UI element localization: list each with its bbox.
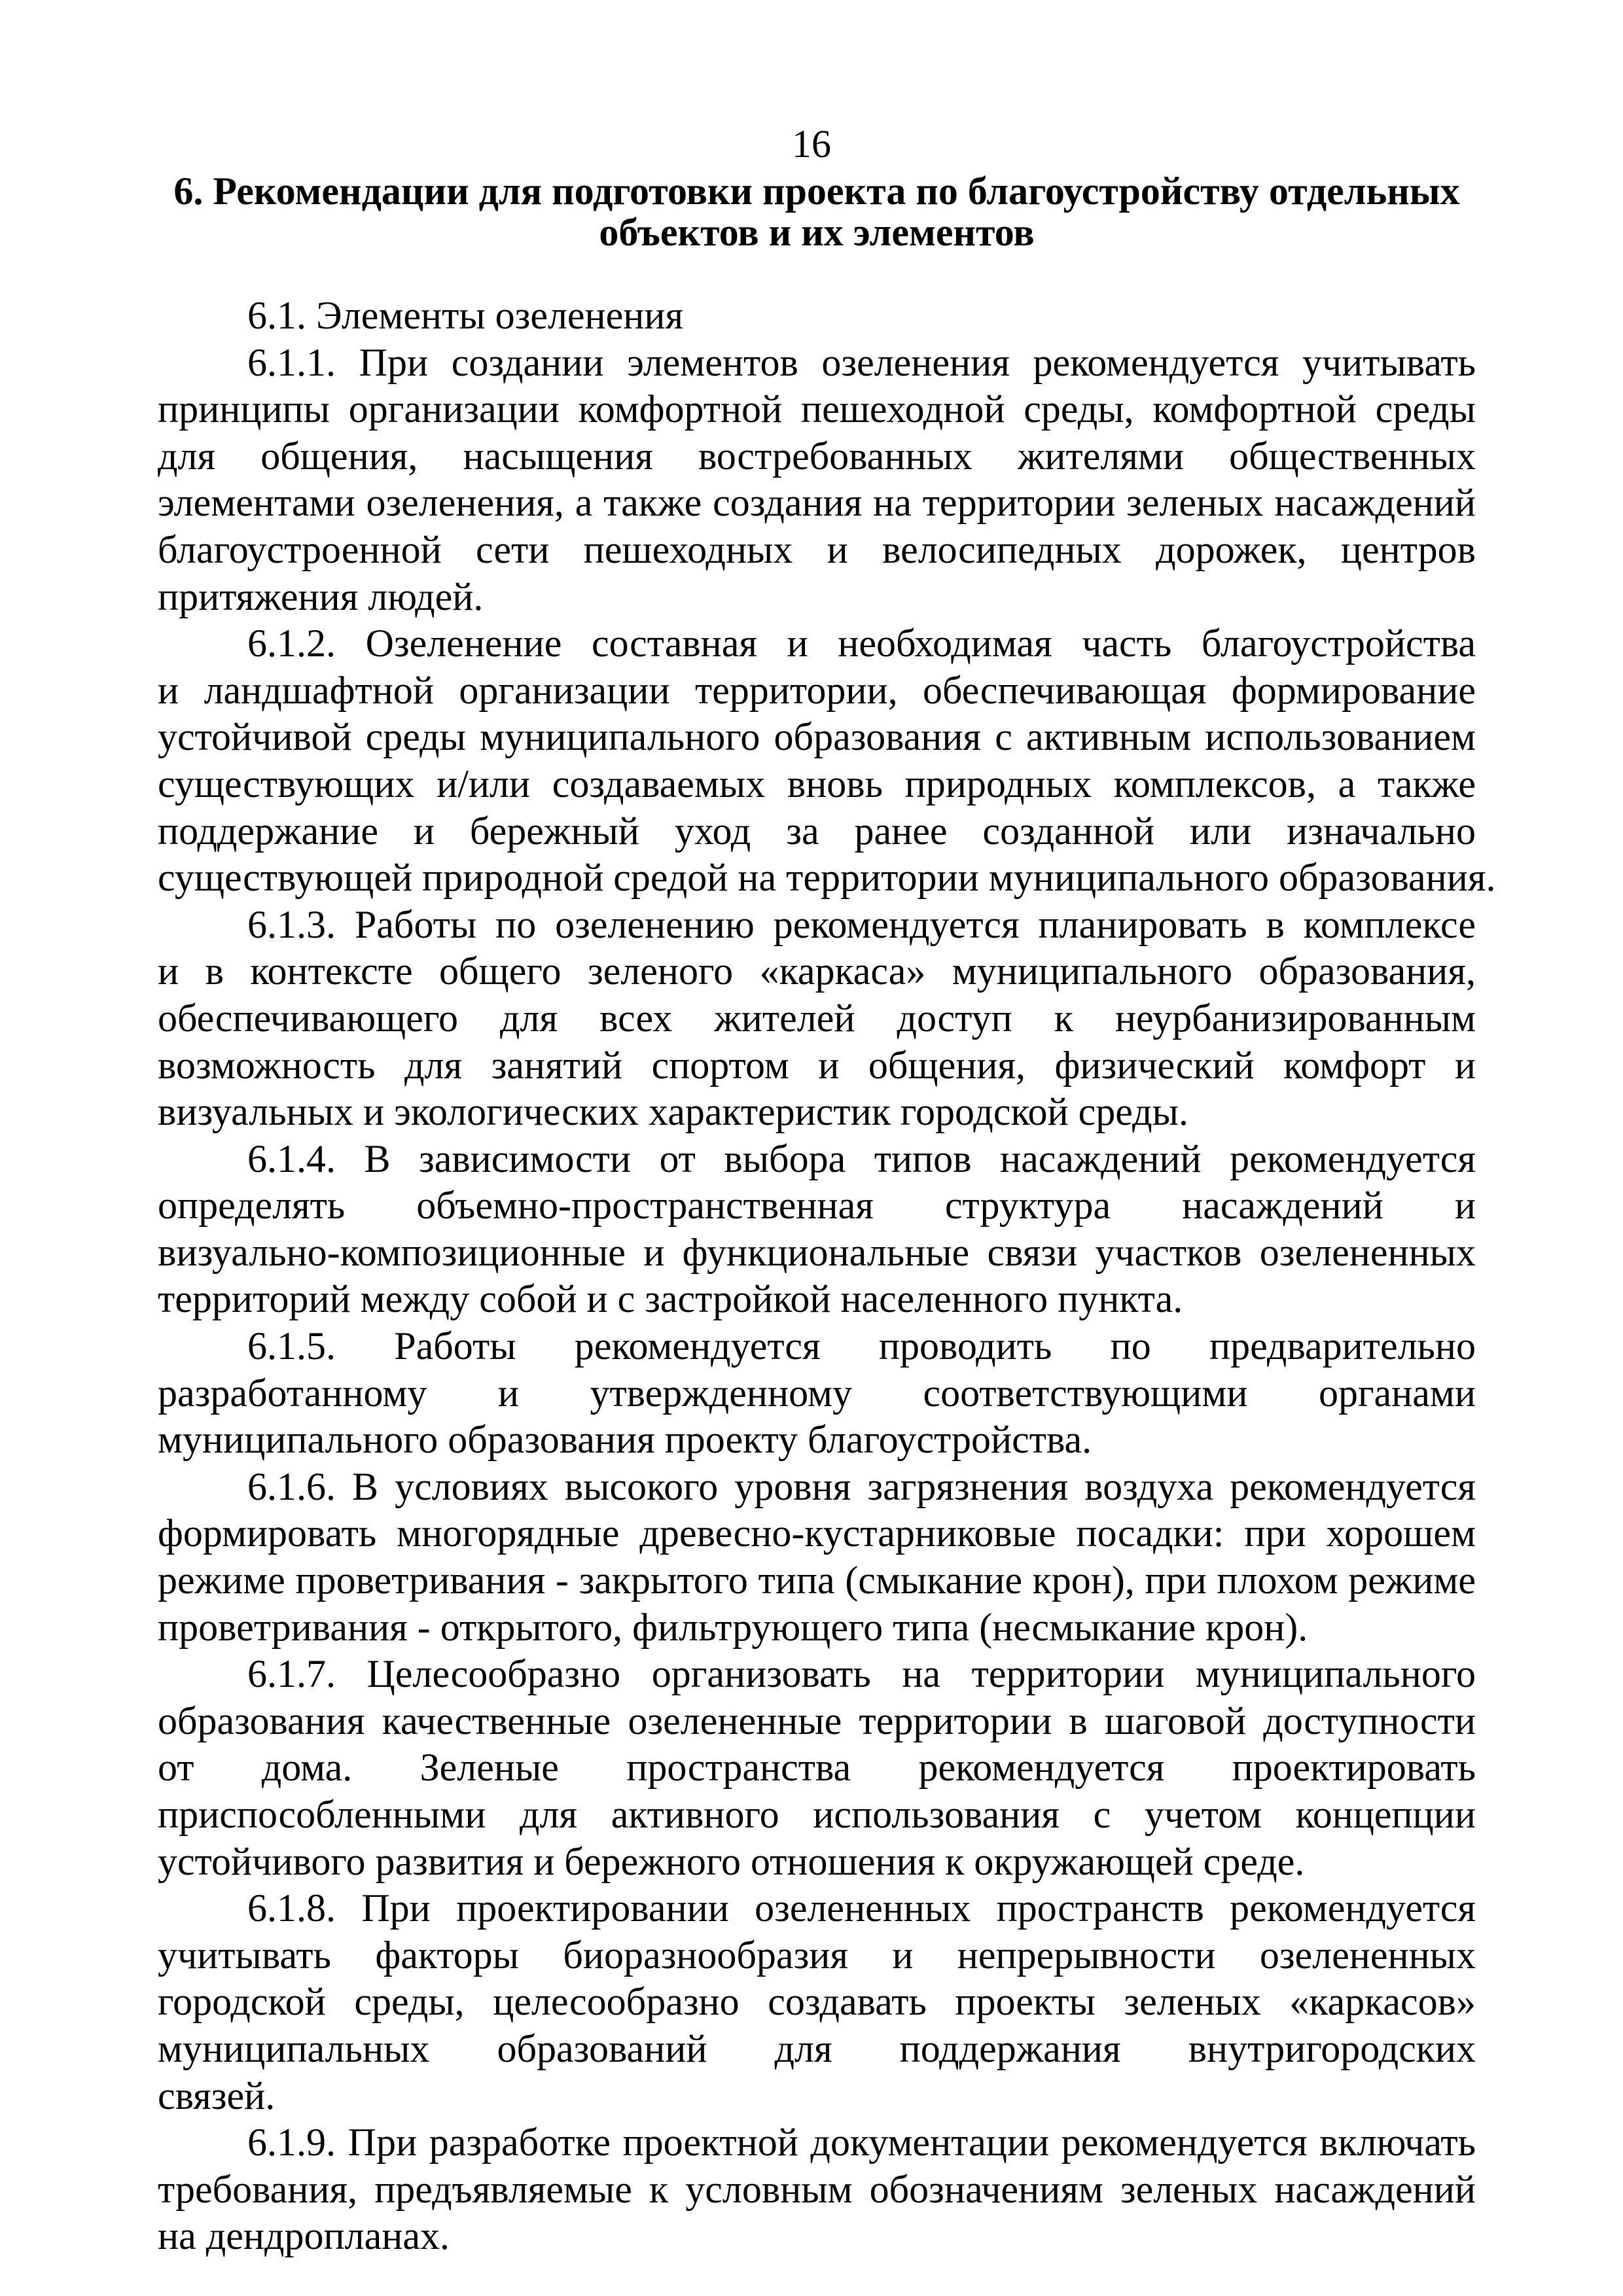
text-line: проветривания - открытого, фильтрующего типа (несмыкание крон). [158, 1605, 1308, 1649]
paragraph-6-1-7 [158, 1651, 1476, 1885]
text-line: формировать многорядные древесно-кустарниковые посадки: при хорошем [158, 1511, 1476, 1555]
paragraph-6-1-9 [158, 2119, 1476, 2260]
text-line: учитывать факторы биоразнообразия и непрерывности озелененных [158, 1933, 1476, 1977]
text-line: 6.1.6. В условиях высокого уровня загрязнения воздуха рекомендуется [247, 1464, 1476, 1508]
text-line: принципы организации комфортной пешеходной среды, комфортной среды [158, 387, 1476, 431]
text-line: приспособленными для активного использования с учетом концепции [158, 1793, 1476, 1836]
text-line: связей. [158, 2074, 276, 2117]
text-line: на дендропланах. [158, 2214, 450, 2258]
text-line: 6.1.1. При создании элементов озеленения рекомендуется учитывать [247, 340, 1476, 384]
text-line: 6.1.8. При проектировании озелененных пространств рекомендуется [247, 1886, 1476, 1930]
text-line: и в контексте общего зеленого «каркаса» муниципального образования, [158, 949, 1476, 993]
text-line: муниципальных образований для поддержания внутригородских [158, 2026, 1476, 2070]
text-line: определять объемно-пространственная структура насаждений и [158, 1184, 1476, 1227]
text-line: благоустроенной сети пешеходных и велосипедных дорожек, центров [158, 527, 1476, 571]
paragraph-6-1-4 [158, 1136, 1476, 1323]
text-line: 6.1.9. При разработке проектной документации рекомендуется включать [247, 2121, 1476, 2164]
paragraph-6-1-8 [158, 1885, 1476, 2119]
text-line: устойчивого развития и бережного отношения к окружающей среде. [158, 1839, 1305, 1883]
text-line: поддержание и бережный уход за ранее созданной или изначально [158, 809, 1476, 853]
text-line: разработанному и утвержденному соответствующими органами [158, 1371, 1476, 1415]
section-title [157, 171, 1476, 253]
document-body [158, 292, 1496, 2260]
text-line: территорий между собой и с застройкой населенного пункта. [158, 1277, 1183, 1321]
text-line: требования, предъявляемые к условным обозначениям зеленых насаждений [158, 2167, 1476, 2211]
text-line: 6.1.5. Работы рекомендуется проводить по предварительно [247, 1324, 1476, 1368]
text-line: для общения, насыщения востребованных жителями общественных [158, 434, 1476, 478]
text-line: возможность для занятий спортом и общения, физический комфорт и [158, 1043, 1476, 1087]
paragraph-6-1-6 [158, 1464, 1476, 1651]
text-line: существующих и/или создаваемых вновь природных комплексов, а также [158, 762, 1476, 805]
paragraph-6-1-3 [158, 902, 1476, 1136]
text-line: визуальных и экологических характеристик городской среды. [158, 1090, 1188, 1134]
paragraph-6-1-1 [158, 340, 1476, 621]
text-line: обеспечивающего для всех жителей доступ к неурбанизированным [158, 996, 1476, 1040]
text-line: устойчивой среды муниципального образования с активным использованием [158, 715, 1476, 759]
paragraph-6-1 [158, 292, 1476, 340]
text-line: образования качественные озелененные территории в шаговой доступности [158, 1699, 1476, 1742]
text-line: 6.1. Элементы озеленения [247, 294, 684, 337]
text-line: 6.1.3. Работы по озеленению рекомендуется планировать в комплексе [247, 902, 1476, 946]
text-line: городской среды, целесообразно создавать проекты зеленых «каркасов» [158, 1980, 1476, 2024]
text-line: существующей природной средой на территории муниципального образования. [158, 856, 1496, 900]
text-line: 6.1.7. Целесообразно организовать на территории муниципального [247, 1652, 1476, 1696]
text-line: режиме проветривания - закрытого типа (смыкание крон), при плохом режиме [158, 1559, 1476, 1602]
text-line: притяжения людей. [158, 574, 484, 618]
section-title-line: объектов и их элементов [599, 211, 1035, 254]
text-line: от дома. Зеленые пространства рекомендуется проектировать [158, 1746, 1476, 1790]
text-line: муниципального образования проекту благоустройства. [158, 1418, 1092, 1462]
section-title-line: 6. Рекомендации для подготовки проекта по благоустройству отдельных [173, 169, 1460, 213]
text-line: и ландшафтной организации территории, обеспечивающая формирование [158, 668, 1476, 712]
paragraph-6-1-5 [158, 1323, 1476, 1464]
text-line: 6.1.2. Озеленение составная и необходимая часть благоустройства [247, 622, 1476, 665]
text-line: элементами озеленения, а также создания на территории зеленых насаждений [158, 481, 1476, 525]
paragraph-6-1-2 [158, 620, 1496, 902]
text-line: 6.1.4. В зависимости от выбора типов насаждений рекомендуется [247, 1137, 1476, 1180]
page-number: 16 [792, 122, 831, 166]
text-line: визуально-композиционные и функциональные связи участков озелененных [158, 1230, 1476, 1274]
